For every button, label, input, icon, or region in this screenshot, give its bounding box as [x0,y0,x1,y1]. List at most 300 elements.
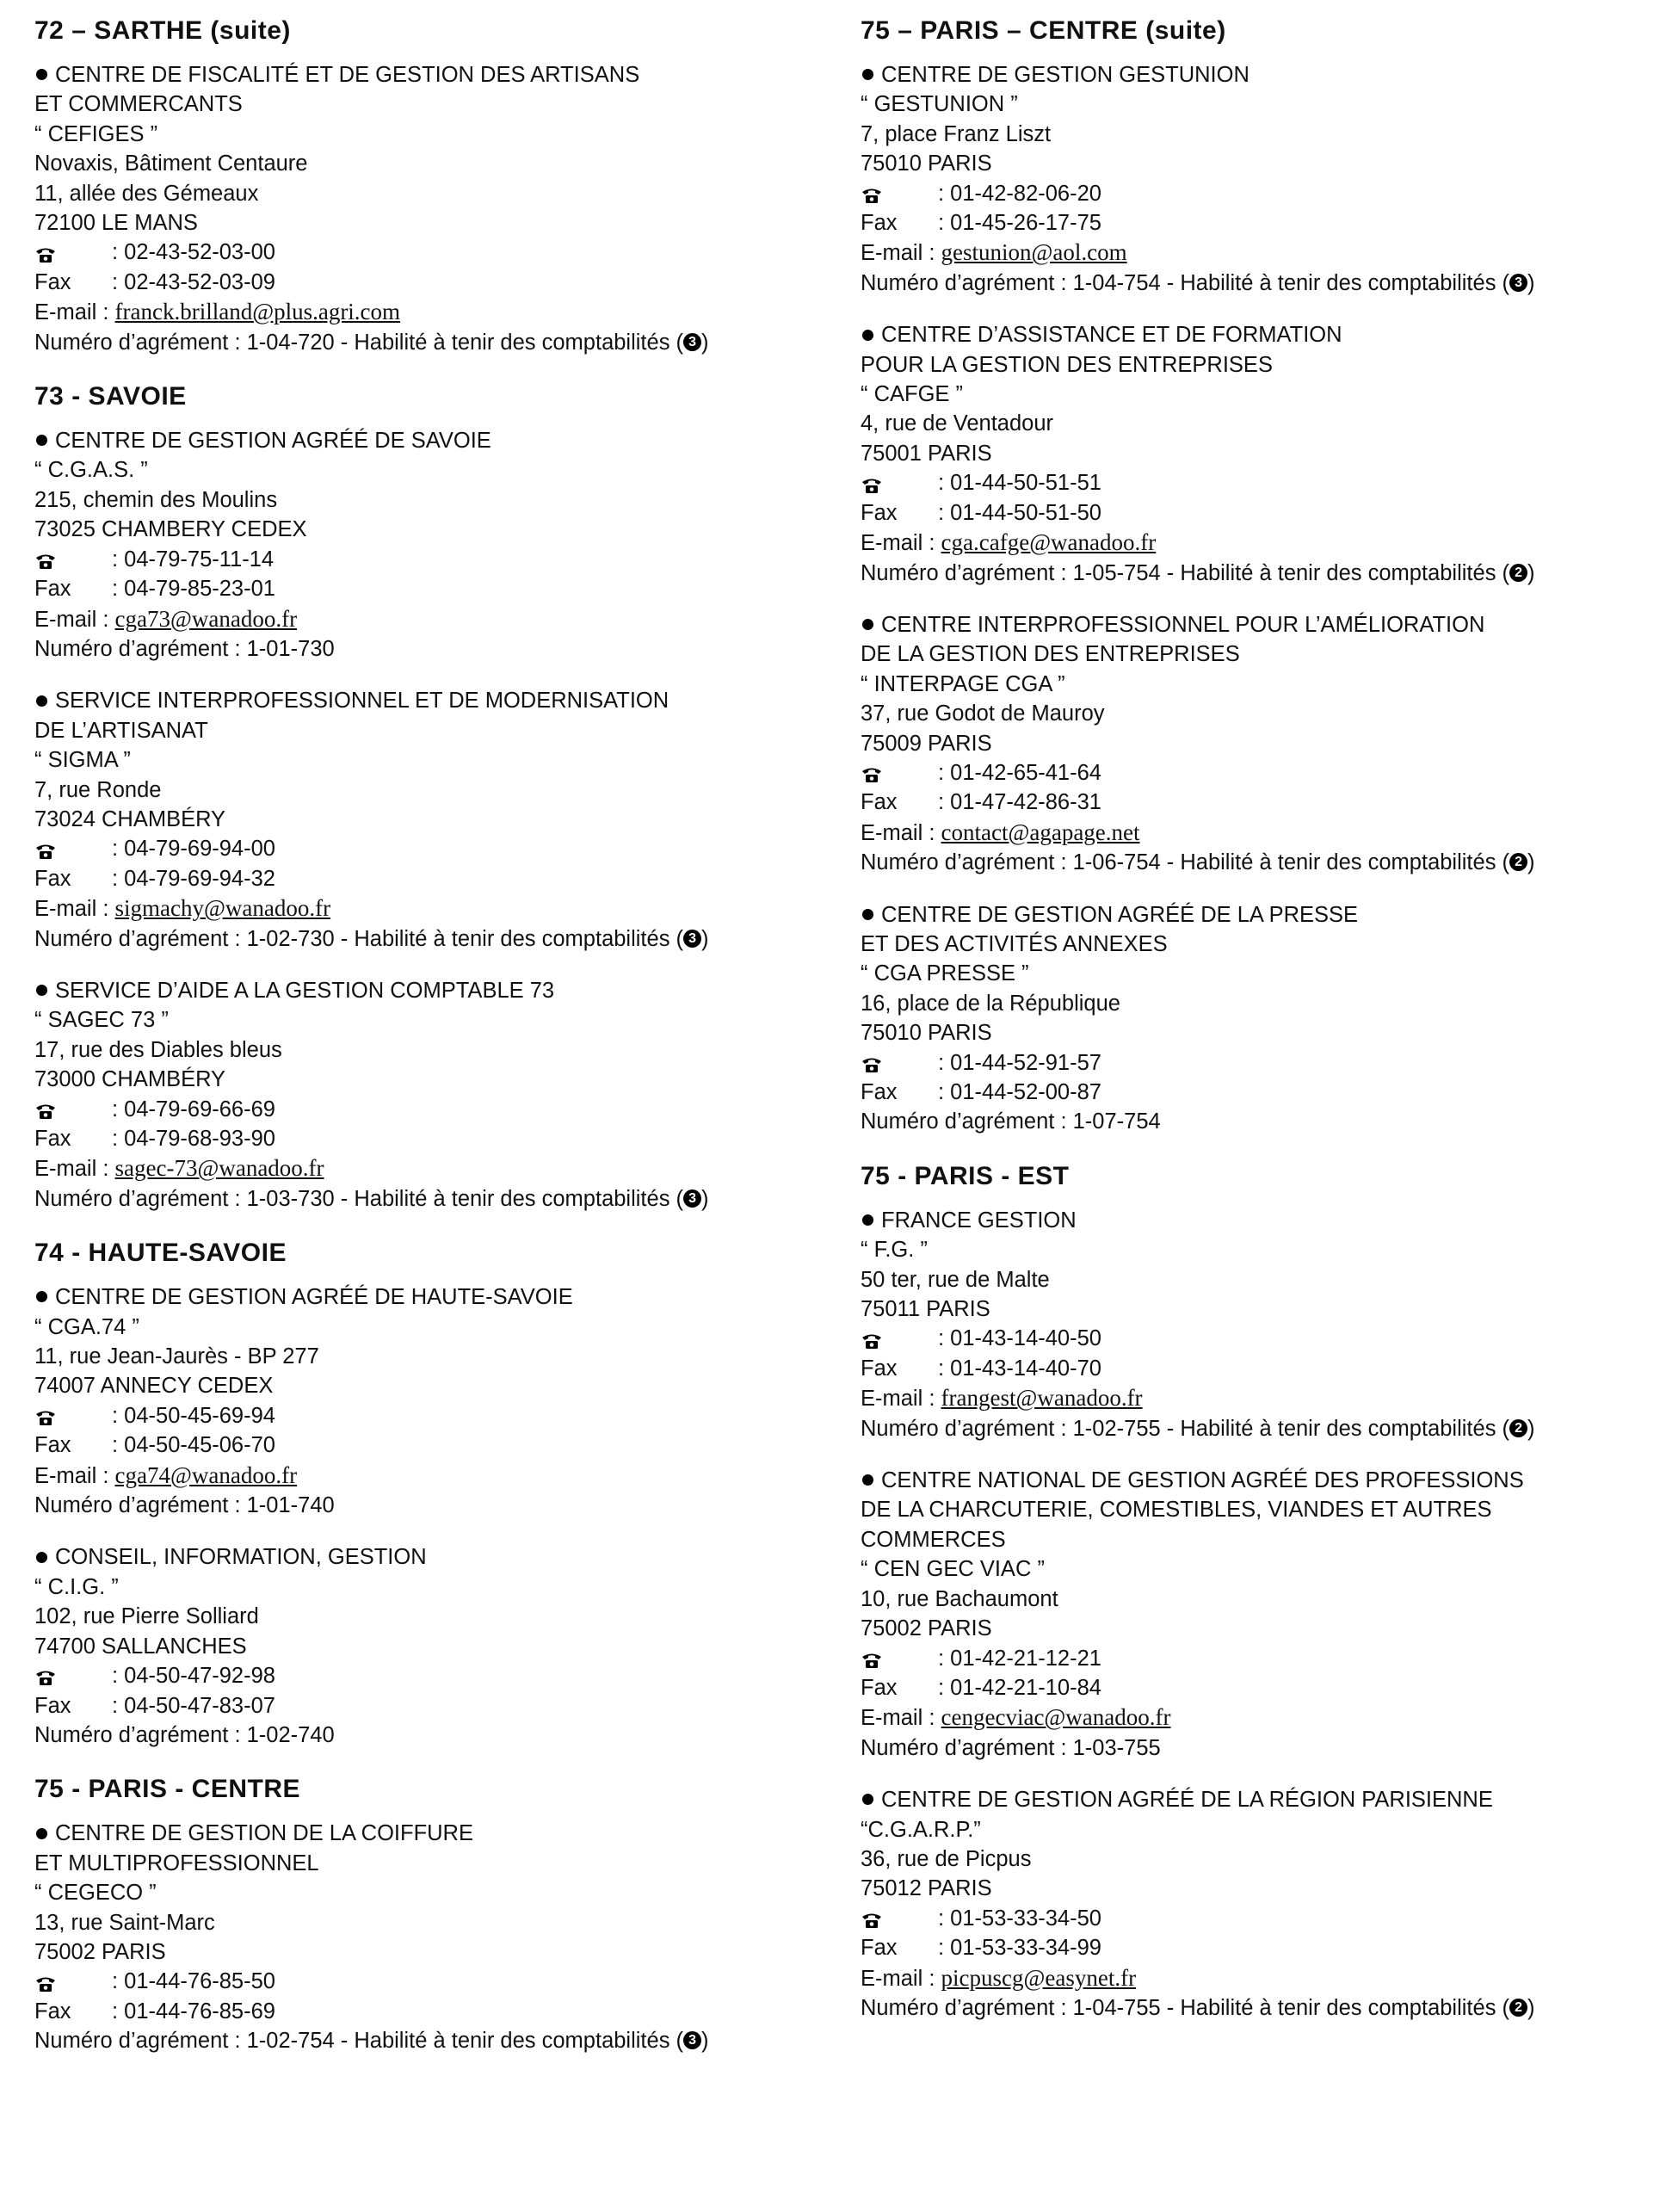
bullet-icon [36,985,47,996]
fax-line [861,498,1666,528]
entry-line [34,976,843,1005]
entry-line [34,1878,843,1907]
phone-separator: : [938,760,951,785]
entry-name: CENTRE DE GESTION GESTUNION [881,63,1250,87]
telephone-icon [34,1972,57,1991]
entry-line [861,1844,1666,1874]
entry-line [861,1554,1666,1584]
entry-address-line: 13, rue Saint-Marc [34,1910,215,1935]
phone-number: 04-79-75-11-14 [124,547,275,572]
agrement-line [34,1184,843,1214]
phone-label [861,1644,938,1673]
fax-separator: : [938,1936,951,1961]
email-label: E-mail : [34,897,109,922]
entry-line [34,1282,843,1312]
entry-address-line: 74700 SALLANCHES [34,1634,247,1659]
email-link[interactable]: franck.brilland@plus.agri.com [114,299,401,325]
entry-line [861,1018,1666,1047]
bullet-icon [862,909,873,920]
entry-line [34,805,843,834]
entry-address-line: 75001 PARIS [861,441,992,466]
entry-line [34,1819,843,1848]
directory-entry [34,1819,843,2055]
entry-line [861,1815,1666,1844]
phone-label [34,1095,112,1124]
fax-label: Fax [861,790,898,815]
email-label: E-mail : [861,820,935,845]
directory-entry [861,900,1666,1137]
fax-label: Fax [861,500,898,525]
fax-number: 01-45-26-17-75 [950,211,1101,236]
entry-address-line: “ INTERPAGE CGA ” [861,671,1065,696]
entry-address-line: 74007 ANNECY CEDEX [34,1374,274,1399]
fax-line [861,208,1666,238]
entry-address-line: “ CGA PRESSE ” [861,961,1029,986]
entry-address-line: 4, rue de Ventadour [861,411,1054,436]
fax-label: Fax [34,577,71,602]
entry-address-line: 102, rue Pierre Solliard [34,1604,259,1629]
entry-address-line: DE L’ARTISANAT [34,718,208,743]
agrement-line [34,1721,843,1750]
email-link[interactable]: sigmachy@wanadoo.fr [114,895,331,922]
fax-line [861,1673,1666,1702]
entry-line [34,120,843,149]
directory-section [861,14,1666,1137]
entry-address-line: COMMERCES [861,1527,1006,1552]
entry-line [861,60,1666,90]
entry-line [861,1235,1666,1264]
phone-separator: : [112,1403,125,1428]
entry-line [861,1785,1666,1814]
phone-number: 01-42-82-06-20 [950,181,1101,206]
phone-label [34,834,112,863]
directory-section [34,1772,843,2055]
telephone-icon [861,473,883,492]
agrement-text: Numéro d’agrément : 1-04-754 - Habilité à tenir des comptabilités ( [861,270,1510,295]
email-line [34,297,843,327]
circled-number-icon: 2 [1509,853,1527,871]
directory-entry [34,426,843,664]
entry-line [861,1495,1666,1524]
directory-entry [861,1206,1666,1443]
agrement-text: Numéro d’agrément : 1-04-755 - Habilité à tenir des comptabilités ( [861,1995,1510,2020]
entry-line [34,1908,843,1937]
bullet-icon [862,1214,873,1226]
entry-name: CENTRE DE GESTION AGRÉÉ DE LA PRESSE [881,902,1359,927]
phone-separator: : [938,1906,951,1931]
phone-label [861,179,938,208]
fax-label: Fax [861,1675,898,1700]
email-label: E-mail : [34,300,109,325]
agrement-text: Numéro d’agrément : 1-03-755 [861,1735,1161,1760]
email-line [861,1963,1666,1993]
fax-separator: : [112,1999,125,2024]
fax-line [34,268,843,297]
entry-line [861,989,1666,1018]
email-line [34,893,843,924]
phone-number: 04-50-45-69-94 [124,1403,275,1428]
circled-number-icon: 2 [1509,564,1527,582]
email-link[interactable]: cga73@wanadoo.fr [114,605,298,632]
agrement-line [34,924,843,954]
entry-address-line: 10, rue Bachaumont [861,1586,1058,1611]
entry-line [861,1294,1666,1324]
entry-address-line: 75002 PARIS [861,1616,992,1641]
phone-line [861,179,1666,208]
circled-number-icon: 2 [1509,1419,1527,1437]
entry-line [861,90,1666,119]
fax-number: 04-50-45-06-70 [124,1433,275,1458]
agrement-text: Numéro d’agrément : 1-02-740 [34,1722,335,1747]
fax-number: 04-79-68-93-90 [124,1127,275,1151]
phone-separator: : [938,1646,951,1671]
telephone-icon [34,1406,57,1424]
bullet-icon [36,695,47,707]
email-label: E-mail : [861,531,935,556]
agrement-text: Numéro d’agrément : 1-02-755 - Habilité à tenir des comptabilités ( [861,1416,1510,1441]
entry-line [861,320,1666,349]
agrement-text: Numéro d’agrément : 1-02-754 - Habilité à tenir des comptabilités ( [34,2029,684,2054]
email-line [34,1461,843,1491]
entry-address-line: “ GESTUNION ” [861,92,1018,117]
entry-address-line: 73000 CHAMBÉRY [34,1067,226,1092]
entry-line [34,686,843,715]
entry-address-line: 50 ter, rue de Malte [861,1267,1050,1292]
entry-line [34,1937,843,1967]
entry-address-line: 17, rue des Diables bleus [34,1037,282,1062]
entry-line [861,409,1666,438]
entry-name: CENTRE DE GESTION AGRÉÉ DE SAVOIE [55,429,491,454]
phone-line [861,1904,1666,1933]
telephone-icon [34,243,57,262]
fax-label: Fax [861,1936,898,1961]
phone-number: 04-79-69-94-00 [124,837,275,862]
email-link[interactable]: cengecviac@wanadoo.fr [941,1704,1171,1731]
agrement-line [34,328,843,357]
entry-line [861,699,1666,728]
email-label: E-mail : [34,607,109,632]
directory-entry [861,320,1666,588]
directory-section [34,1236,843,1750]
entry-name: CENTRE INTERPROFESSIONNEL POUR L’AMÉLIORATION [881,612,1485,637]
telephone-icon [34,1099,57,1118]
phone-number: 01-42-21-12-21 [950,1646,1101,1671]
phone-separator: : [938,471,951,496]
fax-line [34,1124,843,1153]
email-line [861,528,1666,558]
phone-label [861,468,938,497]
phone-label [34,545,112,574]
phone-line [34,1661,843,1690]
fax-separator: : [112,1127,125,1151]
entry-line [34,455,843,485]
entry-address-line: 11, allée des Gémeaux [34,181,259,206]
fax-label: Fax [34,1693,71,1718]
entry-line [34,1342,843,1371]
closing-paren: ) [701,1186,709,1211]
fax-number: 01-44-50-51-50 [950,500,1101,525]
fax-line [861,1354,1666,1383]
phone-separator: : [112,1969,125,1994]
bullet-icon [36,69,47,80]
directory-entry [861,610,1666,878]
email-line [861,1383,1666,1413]
fax-line [861,1078,1666,1107]
entry-address-line: 75011 PARIS [861,1297,990,1322]
entry-address-line: 75009 PARIS [861,731,992,756]
entry-line [34,1572,843,1602]
bullet-icon [862,69,873,80]
entry-line [34,90,843,119]
entry-line [34,1849,843,1878]
fax-separator: : [112,1693,125,1718]
entry-line [34,1602,843,1631]
entry-address-line: Novaxis, Bâtiment Centaure [34,151,308,176]
email-link[interactable]: picpuscg@easynet.fr [941,1964,1137,1991]
directory-entry [861,1466,1666,1763]
directory-entry [34,1282,843,1520]
fax-separator: : [112,1433,125,1458]
phone-separator: : [112,1097,125,1121]
entry-address-line: POUR LA GESTION DES ENTREPRISES [861,352,1273,377]
entry-line [861,1614,1666,1643]
agrement-line [34,2026,843,2055]
closing-paren: ) [1527,1416,1535,1441]
directory-entry [861,60,1666,298]
agrement-text: Numéro d’agrément : 1-07-754 [861,1109,1161,1134]
fax-line [34,1430,843,1460]
bullet-icon [36,1828,47,1839]
email-label: E-mail : [34,1463,109,1488]
agrement-text: Numéro d’agrément : 1-05-754 - Habilité à tenir des comptabilités ( [861,560,1510,585]
phone-label [861,1904,938,1933]
entry-line [861,1874,1666,1903]
circled-number-icon: 3 [683,930,701,948]
telephone-icon [861,1053,883,1072]
closing-paren: ) [701,2029,709,2054]
email-link[interactable]: frangest@wanadoo.fr [941,1385,1143,1412]
agrement-line [861,269,1666,298]
email-line [861,238,1666,268]
entry-name: CONSEIL, INFORMATION, GESTION [55,1545,427,1570]
entry-line [861,959,1666,988]
phone-number: 01-53-33-34-50 [950,1906,1101,1931]
entry-line [861,1265,1666,1294]
section-title: 75 - PARIS - EST [861,1161,1070,1190]
entry-line [861,350,1666,380]
closing-paren: ) [1527,270,1535,295]
phone-line [34,1967,843,1996]
phone-line [34,1095,843,1124]
entry-address-line: “ F.G. ” [861,1238,928,1263]
section-title: 75 – PARIS – CENTRE (suite) [861,16,1226,45]
phone-number: 01-44-50-51-51 [950,471,1101,496]
entry-line [34,745,843,775]
email-label: E-mail : [861,1966,935,1991]
phone-line [34,1401,843,1430]
phone-label [34,1967,112,1996]
closing-paren: ) [701,926,709,951]
agrement-line [861,559,1666,588]
fax-label: Fax [861,211,898,236]
entry-address-line: 36, rue de Picpus [861,1846,1032,1871]
fax-label: Fax [861,1080,898,1104]
entry-address-line: 75012 PARIS [861,1876,992,1901]
section-title: 75 - PARIS - CENTRE [34,1775,300,1804]
telephone-icon [34,549,57,568]
directory-section [34,380,843,1214]
entry-address-line: “ CAFGE ” [861,382,963,407]
circled-number-icon: 3 [1509,274,1527,292]
entry-address-line: 215, chemin des Moulins [34,487,278,512]
bullet-icon [862,1474,873,1486]
entry-address-line: “C.G.A.R.P.” [861,1817,981,1842]
entry-line [34,775,843,805]
fax-label: Fax [34,1999,71,2024]
fax-separator: : [938,1356,951,1381]
agrement-text: Numéro d’agrément : 1-04-720 - Habilité à tenir des comptabilités ( [34,330,684,355]
entry-address-line: 37, rue Godot de Mauroy [861,701,1105,726]
entry-address-line: 72100 LE MANS [34,211,198,236]
fax-number: 04-50-47-83-07 [124,1693,275,1718]
bullet-icon [36,435,47,446]
entry-line [861,1525,1666,1554]
entry-line [861,640,1666,669]
entry-name: CENTRE DE GESTION AGRÉÉ DE LA RÉGION PARISIENNE [881,1788,1493,1813]
directory-entry [34,976,843,1214]
entry-address-line: 73024 CHAMBÉRY [34,806,226,831]
telephone-icon [861,763,883,782]
phone-separator: : [112,1664,125,1689]
entry-address-line: 16, place de la République [861,991,1120,1016]
closing-paren: ) [701,330,709,355]
closing-paren: ) [1527,560,1535,585]
fax-number: 01-53-33-34-99 [950,1936,1101,1961]
entry-line [861,149,1666,178]
email-line [34,604,843,634]
bullet-icon [862,619,873,630]
fax-label: Fax [861,1356,898,1381]
entry-line [861,1585,1666,1614]
phone-line [861,468,1666,497]
phone-line [861,1644,1666,1673]
email-link[interactable]: contact@agapage.net [941,819,1140,845]
entry-address-line: 11, rue Jean-Jaurès - BP 277 [34,1344,319,1369]
phone-separator: : [938,1050,951,1075]
agrement-text: Numéro d’agrément : 1-06-754 - Habilité à tenir des comptabilités ( [861,850,1510,875]
entry-line [861,1466,1666,1495]
entry-line [861,729,1666,758]
entry-address-line: ET COMMERCANTS [34,92,243,117]
email-link[interactable]: cga74@wanadoo.fr [114,1461,298,1488]
fax-label: Fax [34,269,71,294]
entry-address-line: DE LA CHARCUTERIE, COMESTIBLES, VIANDES ET AUTRES [861,1498,1492,1523]
phone-line [34,238,843,267]
fax-label: Fax [34,866,71,891]
email-label: E-mail : [861,1706,935,1731]
entry-line [34,179,843,208]
entry-line [34,208,843,238]
phone-number: 01-44-52-91-57 [950,1050,1101,1075]
phone-line [861,1048,1666,1078]
fax-separator: : [112,269,125,294]
fax-separator: : [938,1675,951,1700]
entry-address-line: 73025 CHAMBERY CEDEX [34,517,307,542]
entry-line [861,900,1666,930]
telephone-icon [34,1665,57,1684]
section-title: 74 - HAUTE-SAVOIE [34,1239,287,1268]
entry-address-line: 7, place Franz Liszt [861,121,1052,146]
directory-entry [34,1542,843,1750]
phone-line [34,545,843,574]
entry-line [861,1206,1666,1235]
telephone-icon [861,1648,883,1667]
phone-number: 01-42-65-41-64 [950,760,1101,785]
entry-line [34,60,843,90]
entry-name: SERVICE D’AIDE A LA GESTION COMPTABLE 73 [55,978,555,1003]
entry-address-line: DE LA GESTION DES ENTREPRISES [861,642,1240,667]
fax-number: 02-43-52-03-09 [124,269,275,294]
fax-line [861,788,1666,817]
entry-address-line: 75010 PARIS [861,151,992,176]
entry-line [34,1632,843,1661]
email-line [34,1153,843,1183]
phone-number: 01-43-14-40-50 [950,1326,1101,1351]
entry-name: CENTRE DE GESTION AGRÉÉ DE HAUTE-SAVOIE [55,1285,573,1310]
bullet-icon [36,1291,47,1302]
bullet-icon [36,1552,47,1563]
agrement-text: Numéro d’agrément : 1-03-730 - Habilité à tenir des comptabilités ( [34,1186,684,1211]
entry-line [34,1542,843,1572]
entry-line [861,610,1666,640]
fax-separator: : [112,577,125,602]
email-label: E-mail : [34,1157,109,1182]
phone-label [34,1401,112,1430]
phone-line [861,1324,1666,1353]
entry-address-line: “ C.I.G. ” [34,1574,119,1599]
entry-address-line: “ CGA.74 ” [34,1314,139,1339]
fax-number: 01-43-14-40-70 [950,1356,1101,1381]
fax-number: 01-44-76-85-69 [124,1999,275,2024]
directory-section [861,1159,1666,2024]
phone-number: 02-43-52-03-00 [124,240,275,265]
entry-line [861,380,1666,409]
agrement-text: Numéro d’agrément : 1-01-730 [34,636,335,661]
email-link[interactable]: gestunion@aol.com [941,239,1127,266]
closing-paren: ) [1527,1995,1535,2020]
circled-number-icon: 2 [1509,1999,1527,2017]
entry-address-line: 75002 PARIS [34,1939,166,1964]
agrement-line [34,634,843,664]
entry-line [34,426,843,455]
fax-label: Fax [34,1127,71,1151]
entry-address-line: 75010 PARIS [861,1021,992,1046]
telephone-icon [861,1908,883,1927]
email-label: E-mail : [861,241,935,266]
phone-label [861,1048,938,1078]
entry-name: FRANCE GESTION [881,1208,1077,1233]
directory-entry [861,1785,1666,2023]
email-label: E-mail : [861,1387,935,1412]
fax-separator: : [112,866,125,891]
phone-label [34,238,112,267]
section-title: 72 – SARTHE (suite) [34,16,291,45]
entry-line [34,149,843,178]
email-link[interactable]: cga.cafge@wanadoo.fr [941,529,1157,556]
entry-line [34,515,843,544]
email-link[interactable]: sagec-73@wanadoo.fr [114,1155,324,1182]
entry-line [34,485,843,515]
